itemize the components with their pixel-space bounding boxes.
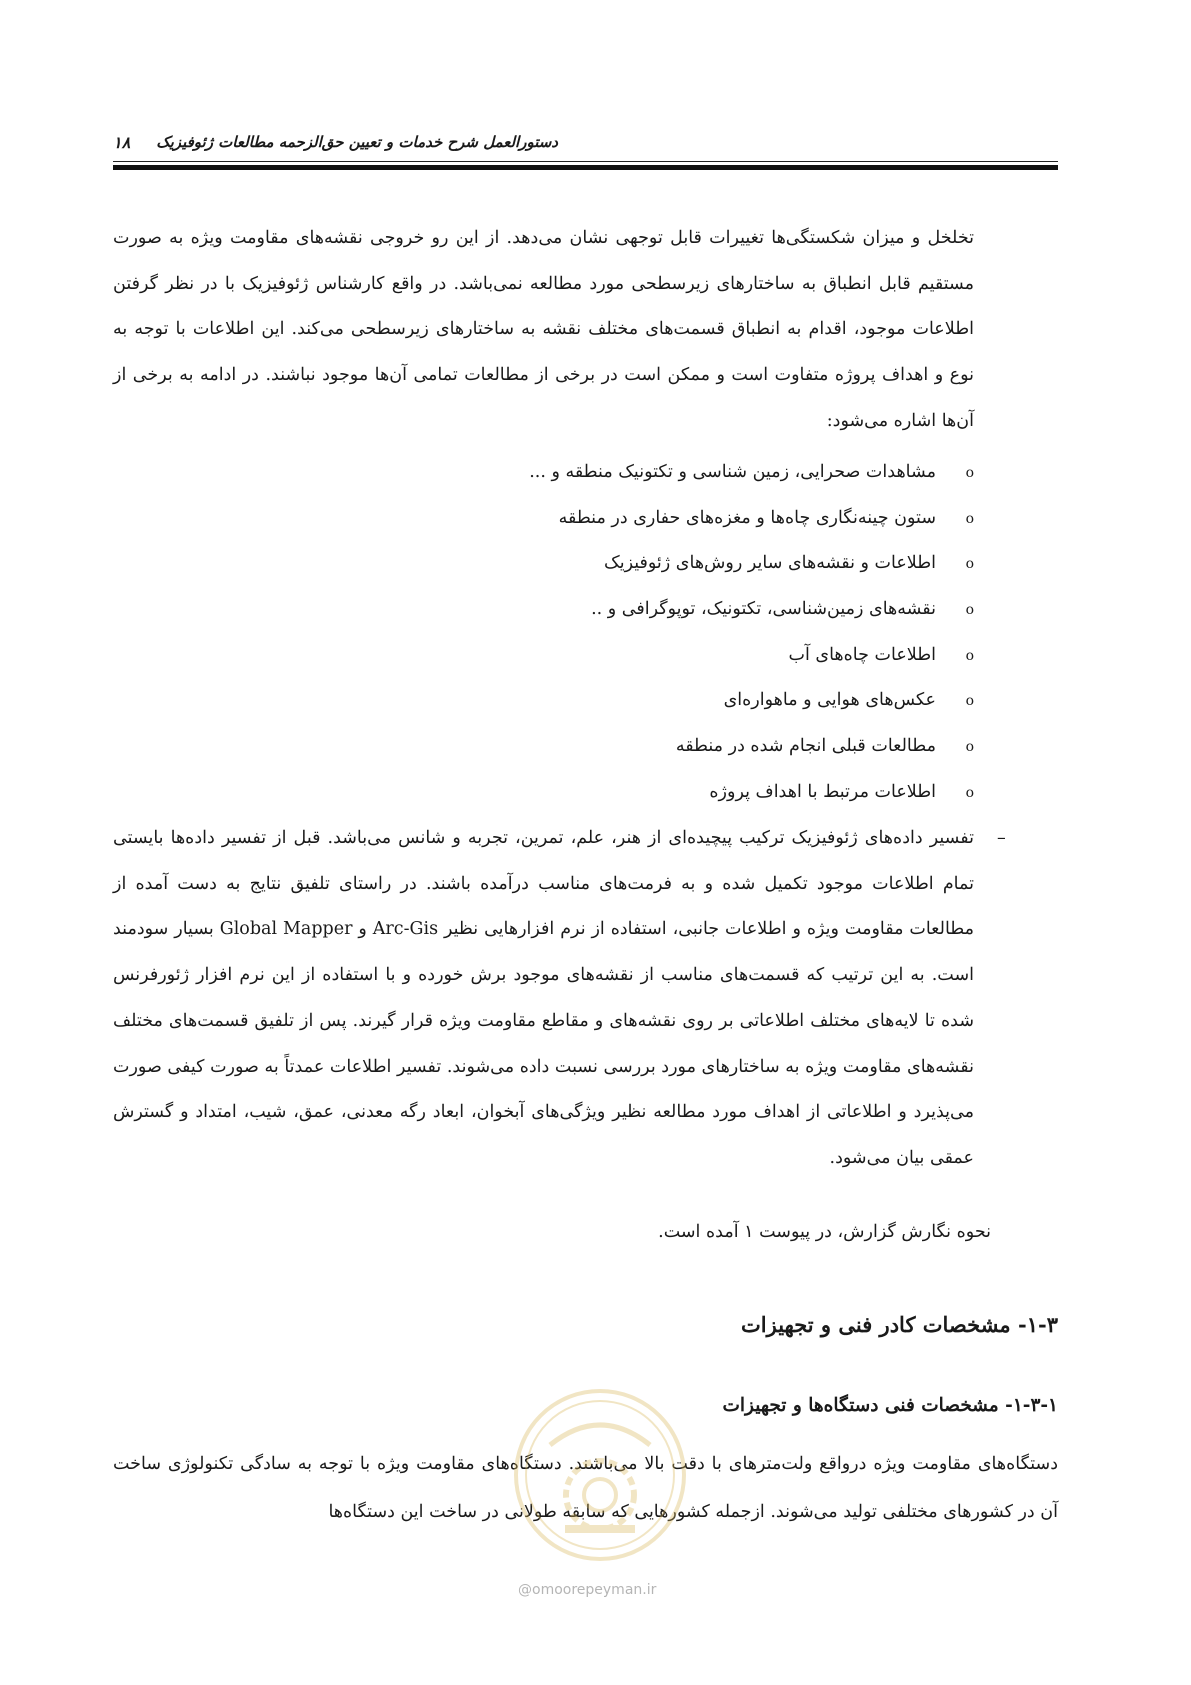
watermark-url: @omoorepeyman.ir <box>518 1582 657 1598</box>
header-rule-thick <box>113 165 1058 170</box>
header-rule-thin <box>113 161 1058 162</box>
section-heading: ۱-۳- مشخصات کادر فنی و تجهیزات <box>741 1312 1058 1337</box>
list-item: oستون چینه‌نگاری چاه‌ها و مغزه‌های حفاری در منطقه <box>529 496 974 542</box>
dash-bullet-icon: – <box>997 828 1006 848</box>
list-item: oمطالعات قبلی انجام شده در منطقه <box>529 724 974 770</box>
circle-bullet-icon: o <box>965 647 974 664</box>
header-title: دستورالعمل شرح خدمات و تعیین حق‌الزحمه مطالعات ژئوفیزیک <box>156 133 558 151</box>
circle-bullet-icon: o <box>965 784 974 801</box>
paragraph-intro: تخلخل و میزان شکستگی‌ها تغییرات قابل توجهی نشان می‌دهد. از این رو خروجی نقشه‌های مقاومت ویژه به صورت مستقیم قابل انطباق به ساختارهای زیرسطحی مورد مطالعه نمی‌باشد. در واقع کارشناس ژئوفیزیک با در نظر گرفتن اطلاعات موجود، اقدام به انطباق قسمت‌های مختلف نقشه به ساختارهای زیرسطحی می‌کند. این اطلاعات با توجه به نوع و اهداف پروژه متفاوت است و ممکن است در برخی از مطالعات تمامی آن‌ها موجود نباشند. در ادامه به برخی از آن‌ها اشاره می‌شود: <box>113 228 974 431</box>
paragraph-interpretation: تفسیر داده‌های ژئوفیزیک ترکیب پیچیده‌ای از هنر، علم، تمرین، تجربه و شانس می‌باشد. قبل از تفسیر داده‌ها بایستی تمام اطلاعات موجود تکمیل شده و به فرمت‌های مناسب درآمده باشند. در راستای تلفیق نتایج به دست آمده از مطالعات مقاومت ویژه و اطلاعات جانبی، استفاده از نرم افزارهایی نظیر Arc-Gis و Global Mapper بسیار سودمند است. به این ترتیب که قسمت‌های مناسب از نقشه‌های موجود برش خورده و با استفاده از این نرم افزار ژئورفرنس شده تا لایه‌های مختلف اطلاعاتی بر روی نقشه‌های و مقاطع مقاومت ویژه قرار گیرند. پس از تلفیق قسمت‌های مختلف نقشه‌های مقاومت ویژه به ساختارهای مورد بررسی نسبت داده می‌شوند. تفسیر اطلاعات عمدتاً به صورت کیفی صورت می‌پذیرد و اطلاعاتی از اهداف مورد مطالعه نظیر ویژگی‌های آبخوان، ابعاد رگه معدنی، عمق، شیب، امتداد و گسترش عمقی بیان می‌شود. <box>113 828 975 1168</box>
list-item: oاطلاعات مرتبط با اهداف پروژه <box>529 770 974 816</box>
list-item: oاطلاعات و نقشه‌های سایر روش‌های ژئوفیزیک <box>529 541 974 587</box>
bullet-list <box>529 450 974 816</box>
circle-bullet-icon: o <box>965 465 974 481</box>
page-header <box>113 133 1058 155</box>
circle-bullet-icon: o <box>965 556 974 573</box>
list-item: oنقشه‌های زمین‌شناسی، تکتونیک، توپوگرافی و .. <box>529 587 974 633</box>
watermark-logo-icon <box>510 1385 690 1565</box>
circle-bullet-icon: o <box>965 739 974 756</box>
circle-bullet-icon: o <box>965 510 974 527</box>
list-item: oمشاهدات صحرایی، زمین شناسی و تکتونیک منطقه و ... <box>529 450 974 496</box>
circle-bullet-icon: o <box>965 693 974 710</box>
report-note: نحوه نگارش گزارش، در پیوست ۱ آمده است. <box>658 1222 991 1242</box>
page-number: ۱۸ <box>113 133 131 152</box>
list-item: oاطلاعات چاه‌های آب <box>529 633 974 679</box>
list-item: oعکس‌های هوایی و ماهواره‌ای <box>529 678 974 724</box>
paragraph-devices: دستگاه‌های مقاومت ویژه درواقع ولت‌مترهای با دقت بالا می‌باشند. دستگاه‌های مقاومت ویژه با توجه به سادگی تکنولوژی ساخت آن در کشورهای مختلفی تولید می‌شوند. ازجمله کشورهایی که سابقه طولانی در ساخت این دستگاه‌ها <box>113 1454 1058 1522</box>
subsection-heading: ۱-۳-۱- مشخصات فنی دستگاه‌ها و تجهیزات <box>722 1395 1058 1416</box>
circle-bullet-icon: o <box>965 602 974 619</box>
